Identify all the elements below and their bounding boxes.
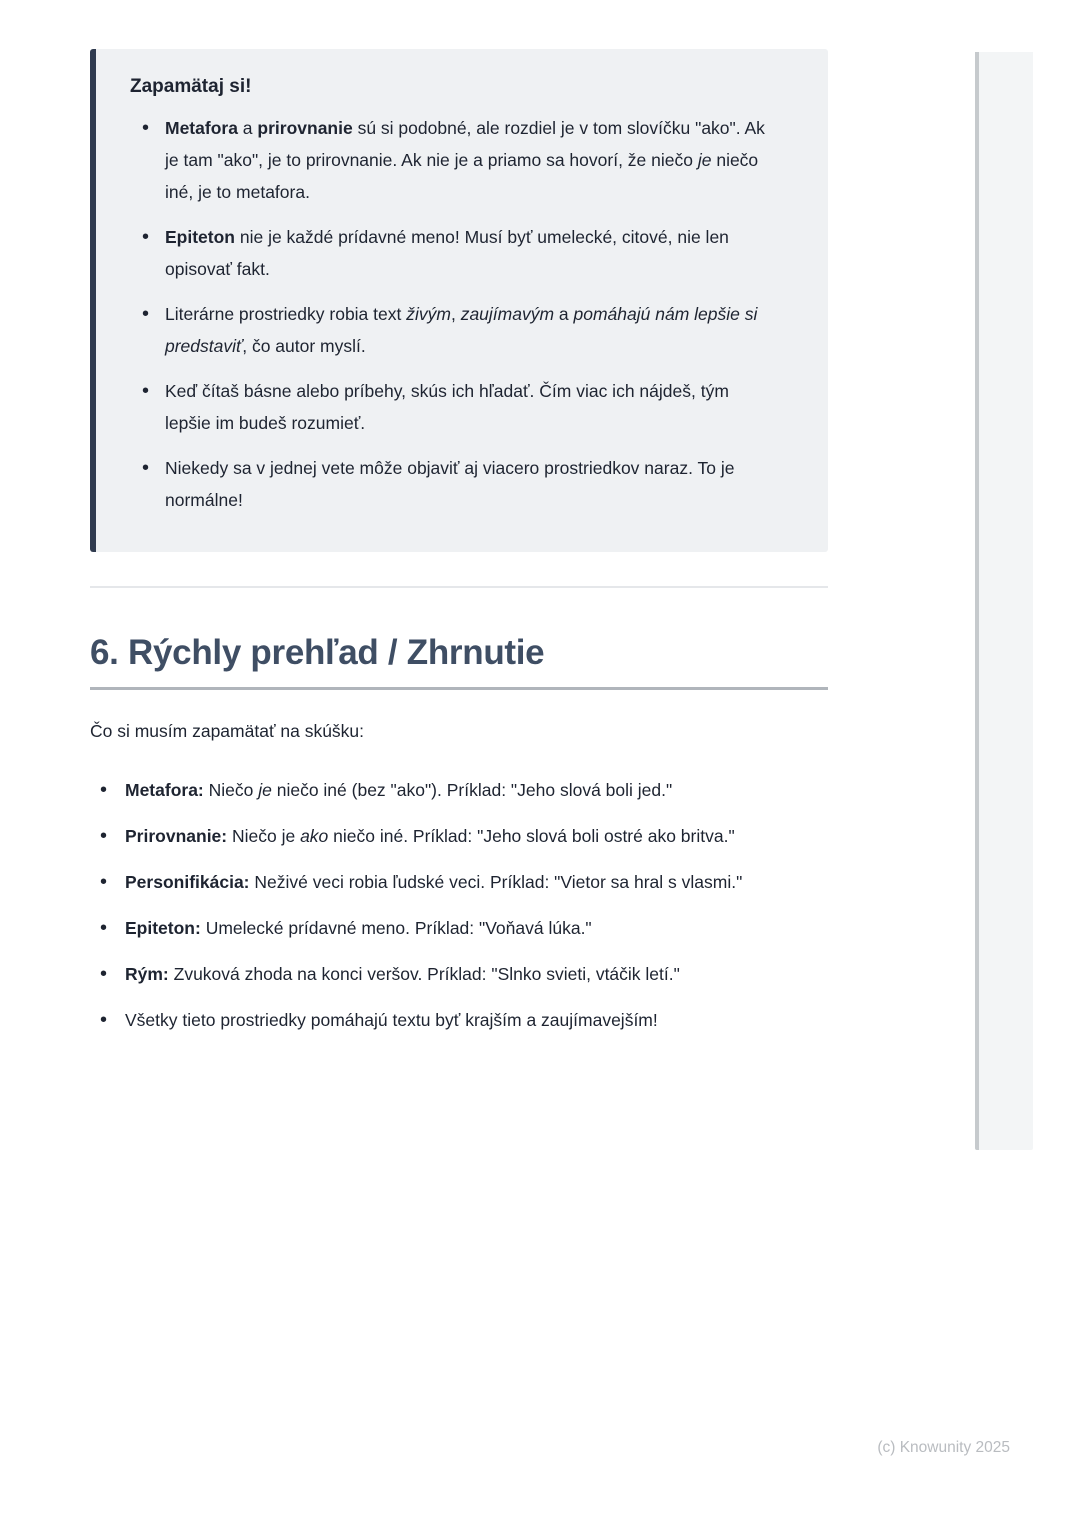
section-heading: 6. Rýchly prehľad / Zhrnutie <box>90 633 545 672</box>
summary-item: • Metafora: Niečo je niečo iné (bez "ako"). Príklad: "Jeho slová boli jed." <box>90 774 765 806</box>
summary-item: • Rým: Zvuková zhoda na konci veršov. Príklad: "Slnko svieti, vtáčik letí." <box>90 958 765 990</box>
callout-item: • Niekedy sa v jednej vete môže objaviť aj viacero prostriedkov naraz. To je normálne! <box>132 452 765 516</box>
summary-item: • Prirovnanie: Niečo je ako niečo iné. Príklad: "Jeho slová boli ostré ako britva." <box>90 820 765 852</box>
callout-box <box>90 49 828 552</box>
section-intro: Čo si musím zapamätať na skúšku: <box>90 721 365 741</box>
callout-title: Zapamätaj si! <box>130 76 252 97</box>
heading-underline <box>90 687 828 690</box>
next-page-edge-strip <box>975 52 1033 1150</box>
summary-item: • Všetky tieto prostriedky pomáhajú textu byť krajším a zaujímavejším! <box>90 1004 765 1036</box>
copyright-footer: (c) Knowunity 2025 <box>877 1439 1010 1456</box>
summary-list <box>90 774 828 1036</box>
callout-list <box>130 112 792 516</box>
callout-item: • Metafora a prirovnanie sú si podobné, ale rozdiel je v tom slovíčku "ako". Ak je tam "ako", je to prirovnanie. Ak nie je a priamo sa hovorí, že niečo je niečo iné, je to metafora. <box>132 112 765 208</box>
summary-item: • Epiteton: Umelecké prídavné meno. Príklad: "Voňavá lúka." <box>90 912 765 944</box>
document-content <box>90 49 828 1050</box>
callout-item: • Literárne prostriedky robia text živým, zaujímavým a pomáhajú nám lepšie si predstaviť, čo autor myslí. <box>132 298 765 362</box>
callout-item: • Epiteton nie je každé prídavné meno! Musí byť umelecké, citové, nie len opisovať fakt. <box>132 221 765 285</box>
section-divider <box>90 586 828 588</box>
callout-item: • Keď čítaš básne alebo príbehy, skús ich hľadať. Čím viac ich nájdeš, tým lepšie im budeš rozumieť. <box>132 375 765 439</box>
summary-item: • Personifikácia: Neživé veci robia ľudské veci. Príklad: "Vietor sa hral s vlasmi." <box>90 866 765 898</box>
